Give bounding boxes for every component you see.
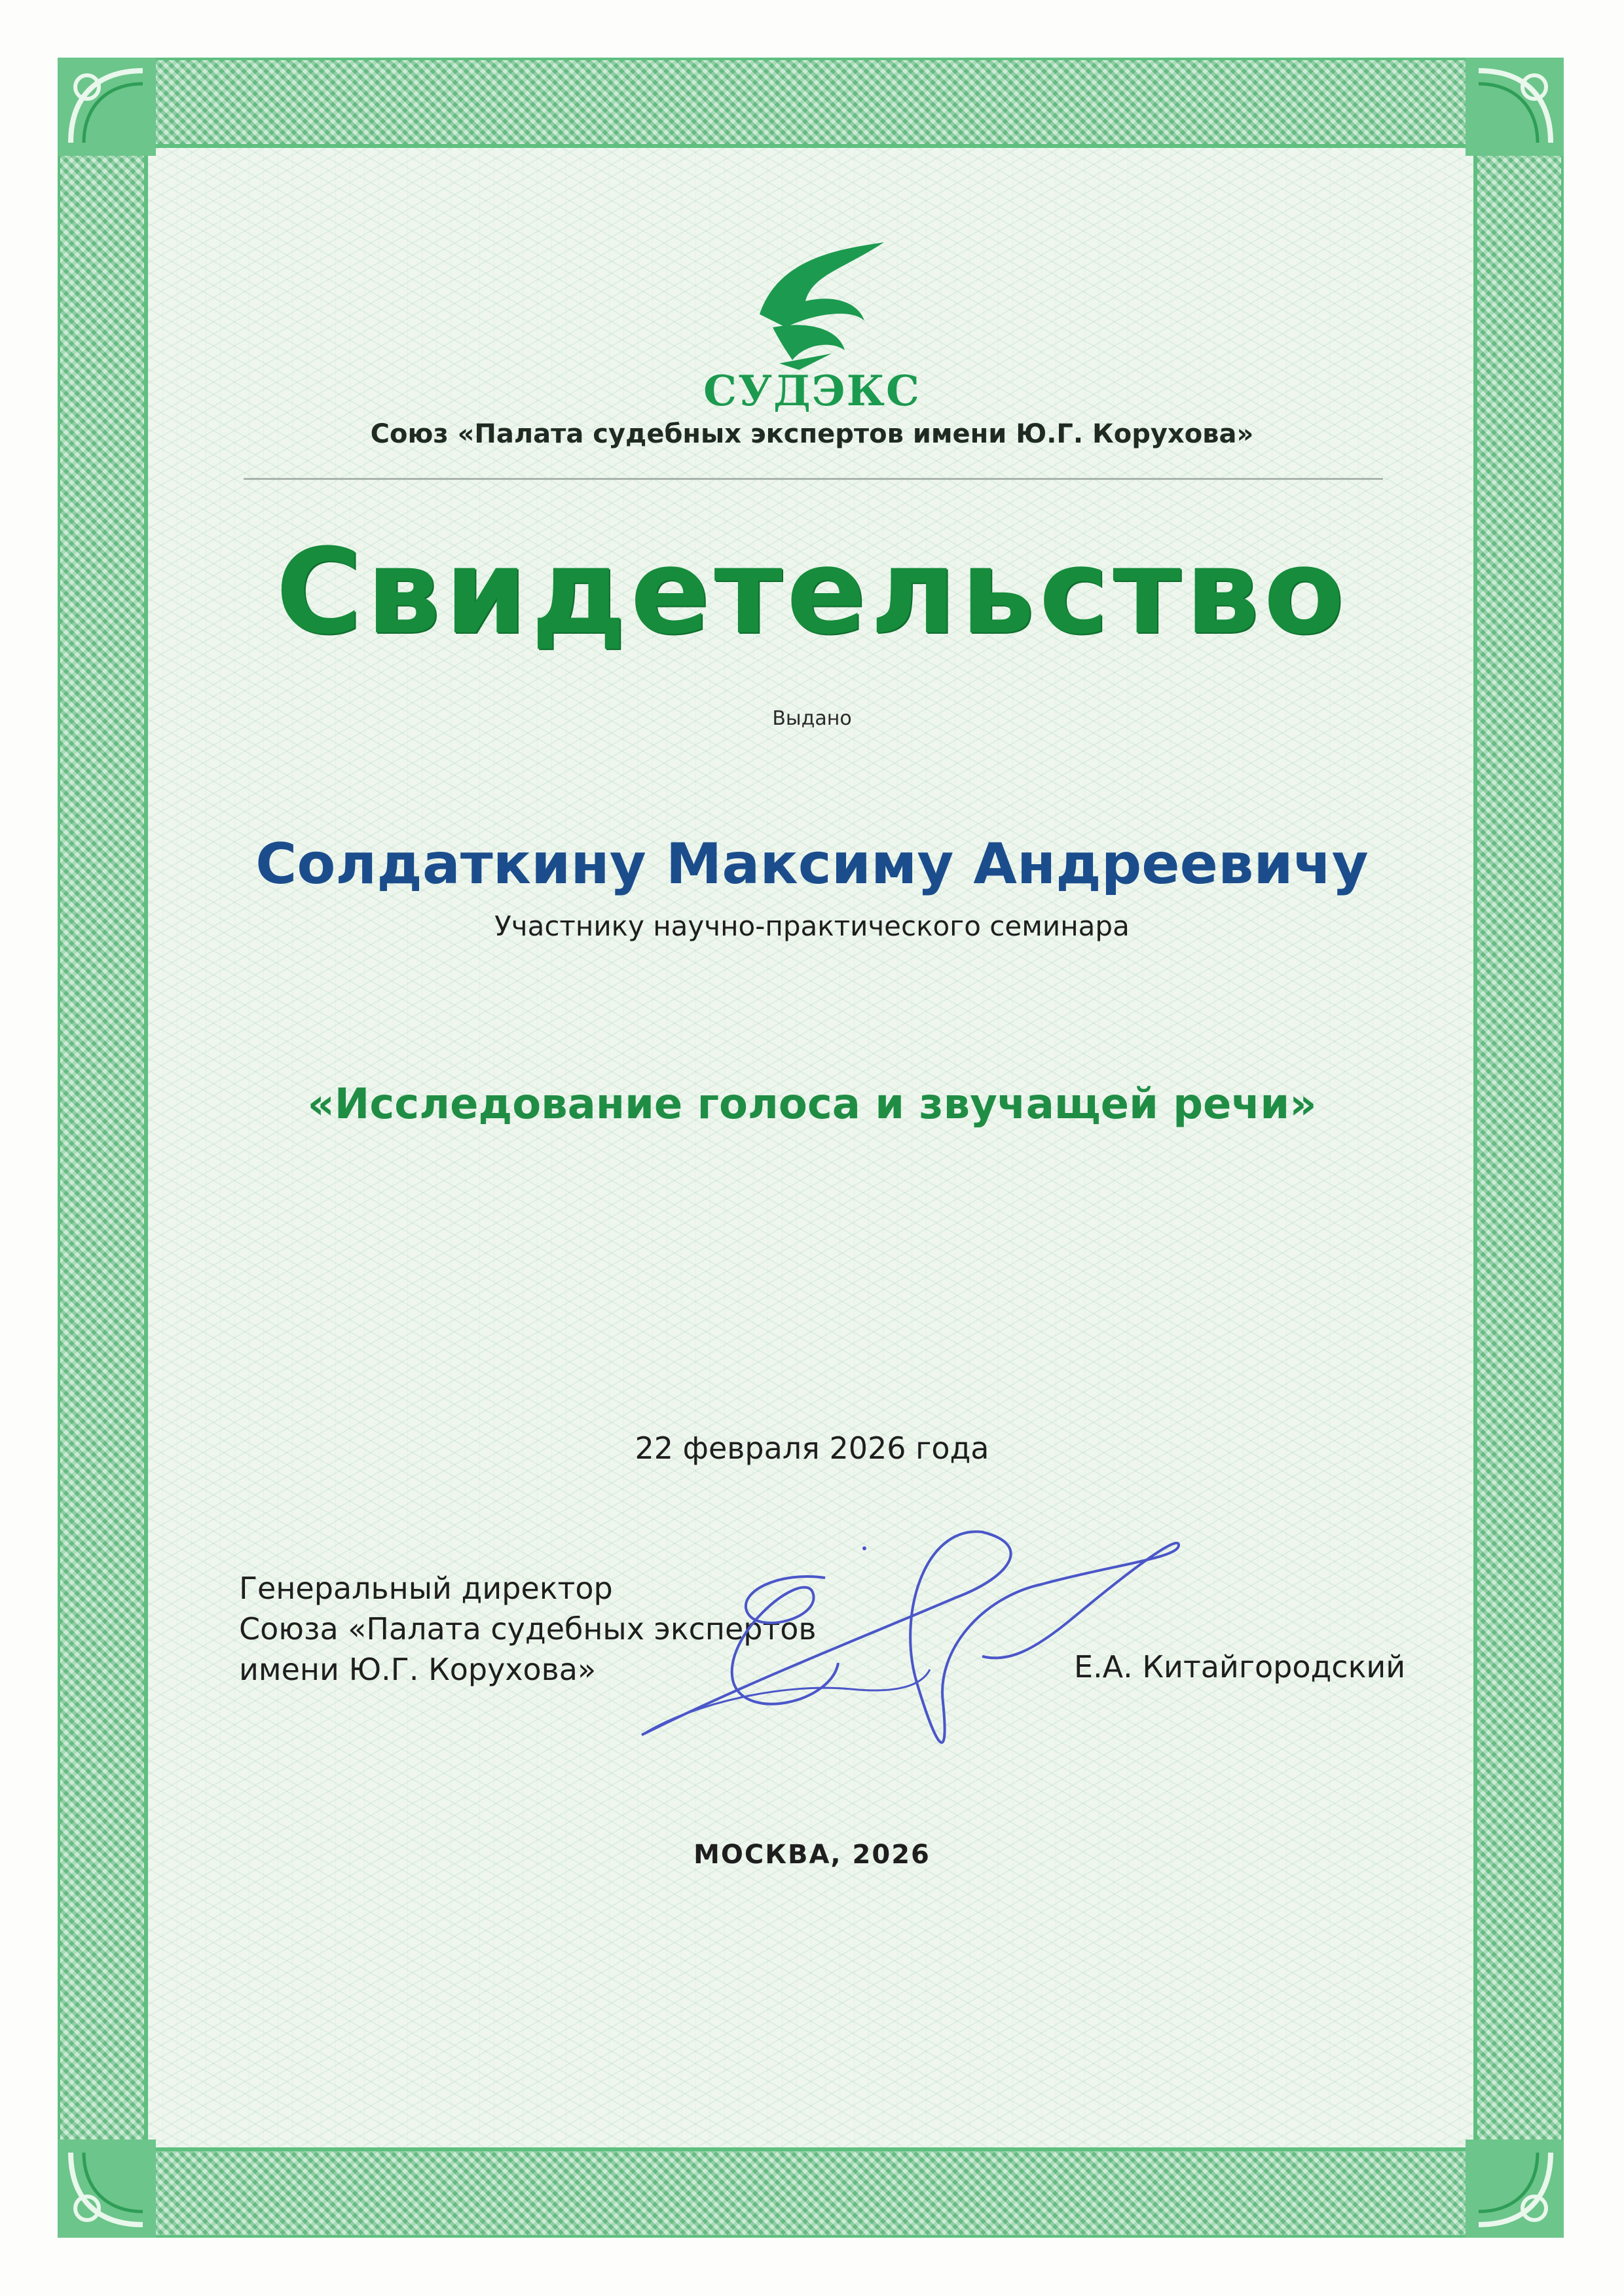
brand-name: СУДЭКС — [703, 367, 921, 416]
recipient-name: Солдаткину Максиму Андреевичу — [255, 831, 1369, 897]
corner-ornament-icon — [58, 58, 156, 156]
recipient-role: Участнику научно-практического семинара — [494, 910, 1130, 942]
corner-ornament-icon — [58, 2140, 156, 2238]
issued-label: Выдано — [772, 707, 852, 730]
corner-ornament-icon — [1466, 58, 1564, 156]
header-divider — [244, 478, 1383, 480]
certificate-title: Свидетельство — [275, 524, 1349, 661]
corner-ornament-icon — [1466, 2140, 1564, 2238]
organization-name: Союз «Палата судебных экспертов имени Ю.Г. Корухова» — [370, 419, 1254, 449]
signatory-name: Е.А. Китайгородский — [1074, 1649, 1406, 1685]
city-year: МОСКВА, 2026 — [693, 1840, 931, 1870]
seminar-title: «Исследование голоса и звучащей речи» — [307, 1080, 1317, 1129]
sudex-logo-icon — [733, 229, 904, 386]
signatory-position-line: имени Ю.Г. Корухова» — [239, 1652, 597, 1687]
signatory-position-line: Союза «Палата судебных экспертов — [239, 1611, 817, 1647]
issue-date: 22 февраля 2026 года — [635, 1430, 989, 1466]
handwritten-signature — [616, 1486, 1192, 1787]
signatory-position-line: Генеральный директор — [239, 1571, 613, 1606]
